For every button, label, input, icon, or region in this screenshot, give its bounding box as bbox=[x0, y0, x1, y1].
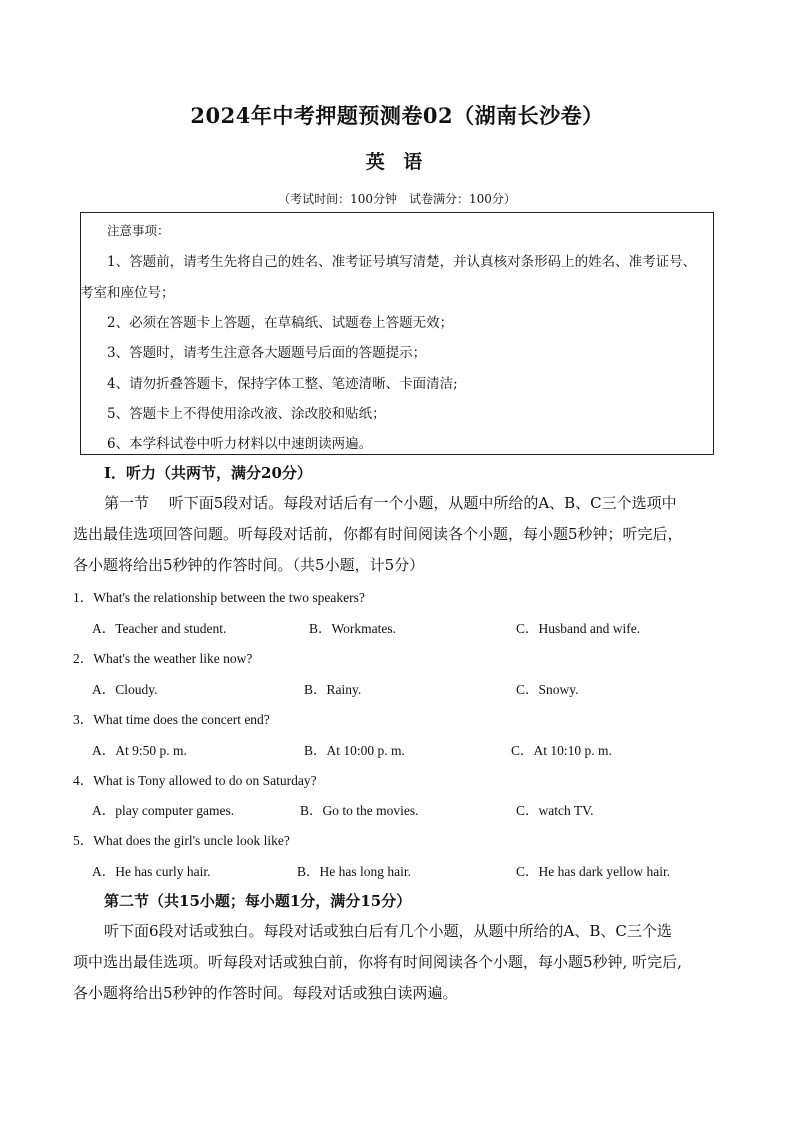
question-3-option-c: C．At 10:10 p. m. bbox=[511, 743, 612, 758]
notice-heading: 注意事项： bbox=[107, 223, 170, 238]
question-4-option-a: A．play computer games. bbox=[92, 803, 235, 818]
question-1-option-b: B．Workmates. bbox=[309, 621, 397, 636]
subject-title: 英 语 bbox=[365, 151, 429, 173]
question-5: 5．What does the girl's uncle look like? bbox=[73, 833, 290, 848]
question-3-option-b: B．At 10:00 p. m. bbox=[304, 743, 405, 758]
notice-item-6: 6、本学科试卷中听力材料以中速朗读两遍。 bbox=[107, 436, 373, 452]
question-3-option-a: A．At 9:50 p. m. bbox=[92, 743, 187, 758]
question-5-option-a: A．He has curly hair. bbox=[92, 864, 211, 879]
section1-instructions-line1: 第一节 听下面5段对话。每段对话后有一个小题，从题中所给的A、B、C三个选项中 bbox=[104, 494, 677, 512]
notice-item-4: 4、请勿折叠答题卡，保持字体工整、笔迹清晰、卡面清洁; bbox=[107, 376, 458, 392]
notice-item-1: 1、答题前，请考生先将自己的姓名、准考证号填写清楚，并认真核对条形码上的姓名、准考证号、 bbox=[107, 254, 697, 270]
section2-instructions-line3: 各小题将给出5秒钟的作答时间。每段对话或独白读两遍。 bbox=[73, 984, 458, 1002]
section1-instructions-line3: 各小题将给出5秒钟的作答时间。（共5小题，计5分） bbox=[73, 556, 425, 574]
question-4-option-b: B．Go to the movies. bbox=[300, 803, 419, 818]
question-4: 4．What is Tony allowed to do on Saturday? bbox=[73, 773, 317, 788]
notice-item-3: 3、答题时，请考生注意各大题题号后面的答题提示； bbox=[107, 345, 427, 361]
notice-item-1-cont: 考室和座位号； bbox=[80, 285, 175, 301]
question-3: 3．What time does the concert end? bbox=[73, 712, 270, 727]
section2-instructions-line1: 听下面6段对话或独白。每段对话或独白后有几个小题，从题中所给的A、B、C三个选 bbox=[104, 922, 672, 940]
section2-instructions-line2: 项中选出最佳选项。听每段对话或独白前，你将有时间阅读各个小题，每小题5秒钟, 听完后, bbox=[73, 953, 682, 971]
question-2: 2．What's the weather like now? bbox=[73, 651, 253, 666]
question-2-option-b: B．Rainy. bbox=[304, 682, 362, 697]
section1-heading: I．听力（共两节，满分20分） bbox=[104, 464, 312, 482]
question-1-option-a: A．Teacher and student. bbox=[92, 621, 227, 636]
question-2-option-a: A．Cloudy. bbox=[92, 682, 158, 697]
question-2-option-c: C．Snowy. bbox=[516, 682, 579, 697]
notice-item-2: 2、必须在答题卡上答题，在草稿纸、试题卷上答题无效； bbox=[107, 315, 454, 331]
question-1-option-c: C．Husband and wife. bbox=[516, 621, 641, 636]
question-1: 1．What's the relationship between the two speakers? bbox=[73, 590, 365, 605]
notice-item-5: 5、答题卡上不得使用涂改液、涂改胶和贴纸； bbox=[107, 406, 386, 422]
question-5-option-b: B．He has long hair. bbox=[297, 864, 411, 879]
question-5-option-c: C．He has dark yellow hair. bbox=[516, 864, 671, 879]
section1-instructions-line2: 选出最佳选项回答问题。听每段对话前，你都有时间阅读各个小题，每小题5秒钟；听完后， bbox=[73, 525, 683, 543]
section2-heading: 第二节（共15小题；每小题1分，满分15分） bbox=[104, 892, 412, 910]
notice-box bbox=[80, 212, 714, 455]
exam-info: （考试时间：100分钟 试卷满分：100分） bbox=[278, 192, 516, 206]
question-4-option-c: C．watch TV. bbox=[516, 803, 594, 818]
page-title: 2024年中考押题预测卷02（湖南长沙卷） bbox=[190, 103, 604, 128]
